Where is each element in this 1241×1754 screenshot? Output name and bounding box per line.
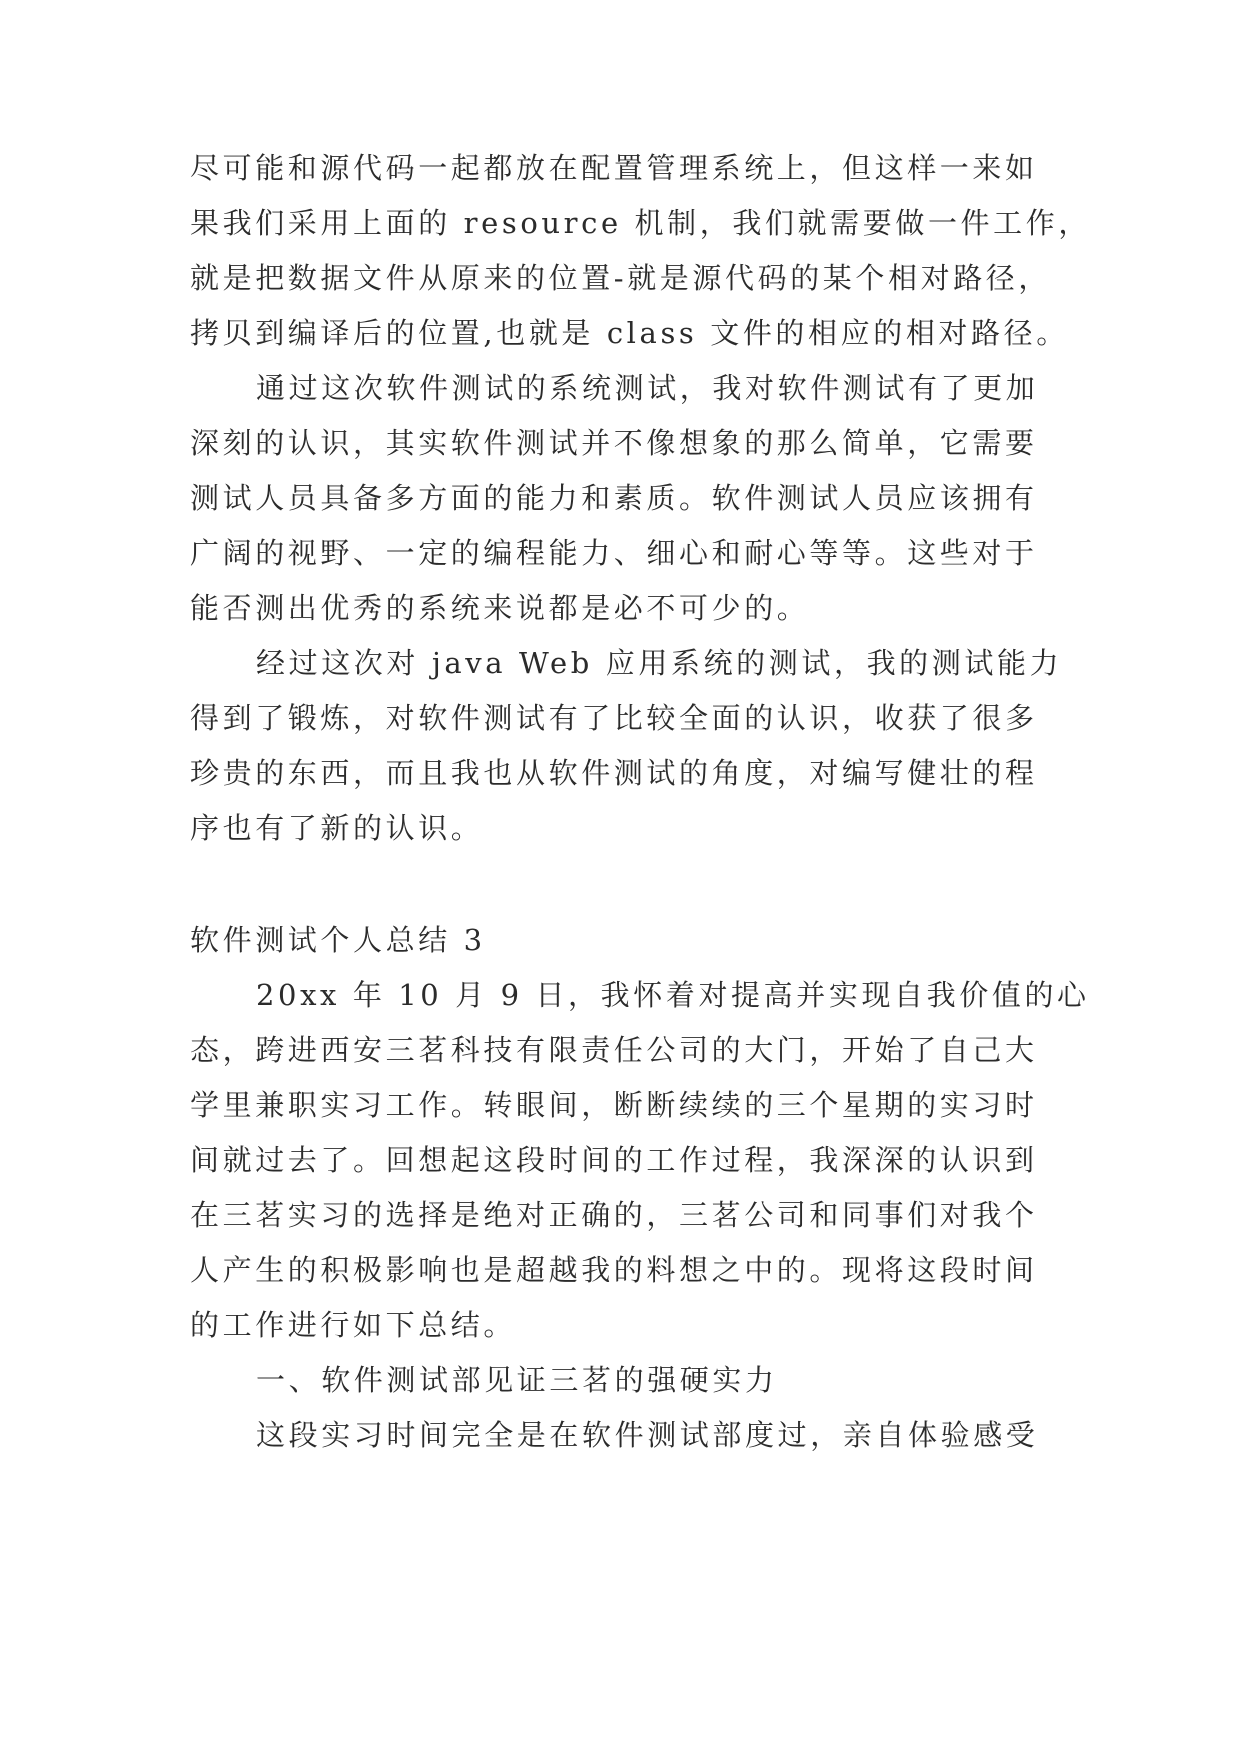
paragraph-line: 态，跨进西安三茗科技有限责任公司的大门，开始了自己大: [190, 1033, 1038, 1067]
paragraph-line: 通过这次软件测试的系统测试，我对软件测试有了更加: [256, 371, 1039, 405]
paragraph-line: 20xx 年 10 月 9 日，我怀着对提高并实现自我价值的心: [256, 978, 1090, 1012]
paragraph-line: 珍贵的东西，而且我也从软件测试的角度，对编写健壮的程: [190, 756, 1038, 790]
subsection-heading: 一、软件测试部见证三茗的强硬实力: [256, 1363, 778, 1397]
paragraph-line: 经过这次对 java Web 应用系统的测试，我的测试能力: [256, 646, 1063, 680]
paragraph-line: 这段实习时间完全是在软件测试部度过，亲自体验感受: [256, 1418, 1039, 1452]
paragraph-line: 拷贝到编译后的位置,也就是 class 文件的相应的相对路径。: [190, 316, 1069, 350]
paragraph-line: 尽可能和源代码一起都放在配置管理系统上，但这样一来如: [190, 151, 1038, 185]
paragraph-line: 测试人员具备多方面的能力和素质。软件测试人员应该拥有: [190, 481, 1038, 515]
paragraph-line: 广阔的视野、一定的编程能力、细心和耐心等等。这些对于: [190, 536, 1038, 570]
paragraph-line: 在三茗实习的选择是绝对正确的，三茗公司和同事们对我个: [190, 1198, 1038, 1232]
section-heading: 软件测试个人总结 3: [190, 923, 486, 957]
paragraph-line: 能否测出优秀的系统来说都是必不可少的。: [190, 591, 810, 625]
paragraph-line: 得到了锻炼，对软件测试有了比较全面的认识，收获了很多: [190, 701, 1038, 735]
paragraph-line: 就是把数据文件从原来的位置-就是源代码的某个相对路径，: [190, 261, 1051, 295]
paragraph-line: 序也有了新的认识。: [190, 811, 484, 845]
paragraph-line: 学里兼职实习工作。转眼间，断断续续的三个星期的实习时: [190, 1088, 1038, 1122]
paragraph-line: 深刻的认识，其实软件测试并不像想象的那么简单，它需要: [190, 426, 1038, 460]
paragraph-line: 间就过去了。回想起这段时间的工作过程，我深深的认识到: [190, 1143, 1038, 1177]
paragraph-line: 果我们采用上面的 resource 机制，我们就需要做一件工作，: [190, 206, 1091, 240]
paragraph-line: 的工作进行如下总结。: [190, 1308, 517, 1342]
paragraph-line: 人产生的积极影响也是超越我的料想之中的。现将这段时间: [190, 1253, 1038, 1287]
